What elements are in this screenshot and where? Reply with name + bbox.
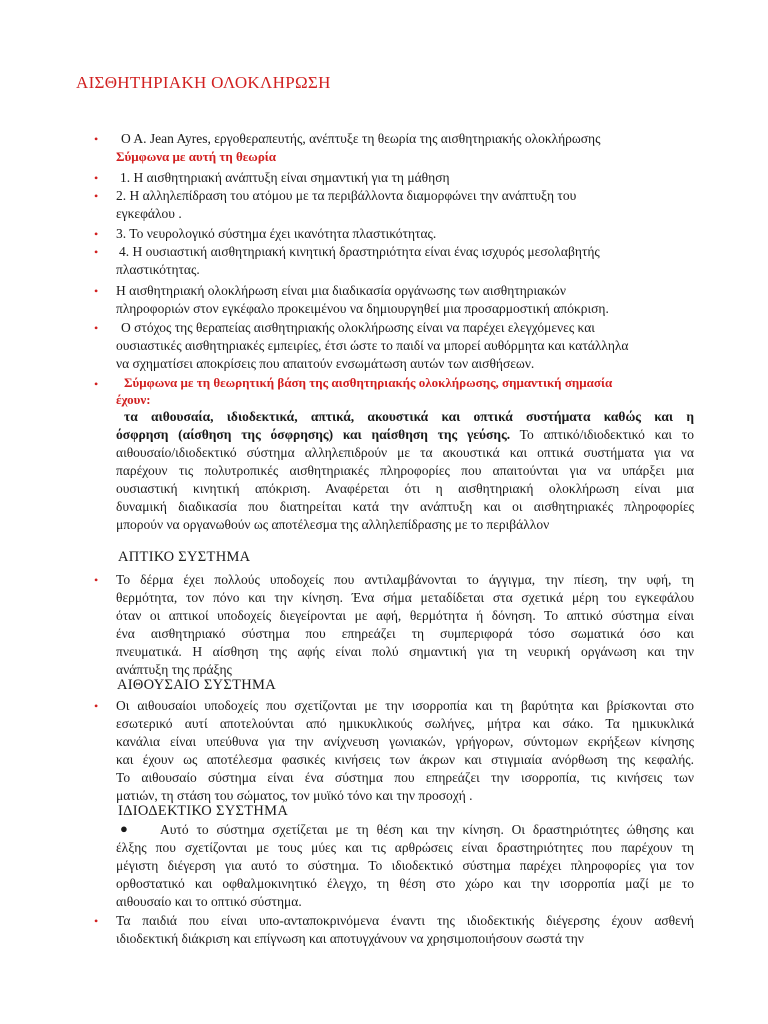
bullet-icon: • [94, 377, 99, 391]
theory-body-line-3: ουσιαστική κινητική απόκριση. Αναφέρεται ότι η αισθητηριακή ολοκλήρωση είναι μια [116, 481, 694, 496]
bullet-icon: • [94, 573, 99, 587]
integration-line-2: πληροφοριών στον εγκέφαλο προκειμένου να δημιουργηθεί μια προσαρμοστική απόκριση. [116, 301, 609, 316]
bullet-icon: • [94, 914, 99, 928]
integration-line-1: Η αισθητηριακή ολοκλήρωση είναι μια διαδικασία οργάνωσης των αισθητηριακών [116, 283, 566, 298]
point-2-line-2: εγκεφάλου . [116, 206, 182, 221]
therapy-line-2: ουσιαστικές αισθητηριακές εμπειρίες, έτσι ώστε το παιδί να μπορεί αυθόρμητα και κατάλληλα [116, 338, 629, 353]
smell-taste-rest: Το απτικό/ιδιοδεκτικό και το [510, 427, 694, 442]
haptic-line-3: όταν οι απτικοί υποδοχείς διεγείρονται με αφή, θερμότητα ή δόνηση. Το απτικό σύστημα είναι [116, 608, 694, 623]
bullet-icon: ● [120, 821, 128, 836]
theory-body-line-5: μπορούν να οργανωθούν ως αποτέλεσμα της αλληλεπίδρασης με το περιβάλλον [116, 517, 550, 532]
bullet-icon: • [94, 132, 99, 146]
proprio-line-4: ορθοστατικό και οφθαλμοκινητικό έλεγχο, τη θέση στο χώρο και την ισορροπία μαζί με το [116, 876, 694, 891]
therapy-line-1: Ο στόχος της θεραπείας αισθητηριακής ολοκλήρωσης είναι να παρέχει ελεγχόμενες και [121, 320, 595, 335]
theory-red-line-1: Σύμφωνα με τη θεωρητική βάση της αισθητηριακής ολοκλήρωσης, σημαντική σημασία [124, 375, 613, 390]
bullet-icon: • [94, 189, 99, 203]
vestibular-line-6: ματιών, τη στάση του σώματος, τον μυϊκό τόνο και την προσοχή . [116, 788, 473, 803]
intro-line: Ο Α. Jean Ayres, εργοθεραπευτής, ανέπτυξε τη θεωρία της αισθητηριακής ολοκλήρωσης [121, 131, 601, 146]
haptic-heading: ΑΠΤΙΚΟ ΣΥΣΤΗΜΑ [118, 549, 251, 565]
systems-bold-text: τα αιθουσαία, ιδιοδεκτικά, απτικά, ακουστικά και οπτικά συστήματα καθώς και η [124, 409, 694, 424]
haptic-line-5: πνευματικά. Η αίσθηση της αφής είναι πολύ σημαντική για τη νευρική οργάνωση και την [116, 644, 694, 659]
theory-body-line-2: παρέχουν τις πολυτροπικές αισθητηριακές πληροφορίες που απαιτούνται για να υπάρξει μια [116, 463, 694, 478]
theory-subtitle: Σύμφωνα με αυτή τη θεωρία [116, 149, 277, 164]
point-3: 3. Το νευρολογικό σύστημα έχει ικανότητα πλαστικότητας. [116, 226, 437, 241]
theory-red-line-2: έχουν: [116, 392, 151, 407]
bullet-icon: • [94, 284, 99, 298]
point-2-line-1: 2. Η αλληλεπίδραση του ατόμου με τα περιβάλλοντα διαμορφώνει την ανάπτυξη του [116, 188, 577, 203]
vestibular-line-3: κανάλια είναι υπεύθυνα για την ανίχνευση γωνιακών, γρήγορων, σύντομων εκρήξεων κίνησης [116, 734, 694, 749]
proprio-heading: ΙΔΙΟΔΕΚΤΙΚΟ ΣΥΣΤΗΜΑ [118, 803, 289, 819]
vestibular-line-2: εσωτερικό αυτί αποτελούνται από ημικυκλικούς σωλήνες, μήτρα και σάκο. Τα ημικυκλικά [116, 716, 694, 731]
smell-taste-line [116, 426, 694, 444]
vestibular-body [116, 697, 694, 805]
therapy-line-3: να σχηματίσει αποκρίσεις που απαιτούν ενσωμάτωση αυτών των αισθήσεων. [116, 356, 535, 371]
bullet-icon: • [94, 245, 99, 259]
haptic-line-4: ένα αισθητηριακό σύστημα που επηρεάζει τη συμπεριφορά τόσο σωματικά όσο και [116, 626, 694, 641]
bullet-icon: • [94, 699, 99, 713]
bullet-icon: • [94, 321, 99, 335]
vestibular-line-4: και έχουν ως αποτέλεσμα φασικές κινήσεις των άκρων και στιγμιαία ανόρθωση της κεφαλής. [116, 752, 694, 767]
vestibular-heading: ΑΙΘΟΥΣΑΙΟ ΣΥΣΤΗΜΑ [117, 677, 276, 693]
proprio-line-5: αιθουσαίο και το οπτικό σύστημα. [116, 894, 302, 909]
vestibular-line-5: Το αιθουσαίο σύστημα είναι ένα σύστημα που επηρεάζει την ισορροπία, τις κινήσεις των [116, 770, 694, 785]
vestibular-line-1: Οι αιθουσαίοι υποδοχείς που σχετίζονται με την ισορροπία και τη βαρύτητα και βρίσκονται στο [116, 698, 694, 713]
proprio-line-2: έλξης που σχετίζονται με τους μύες και τις αρθρώσεις είναι δραστηριότητες που παρέχουν τη [116, 840, 694, 855]
proprio-first [160, 821, 694, 839]
haptic-line-2: θερμότητα, τον πόνο και την κίνηση. Ένα σήμα μεταδίδεται στα σχετικά μέρη του εγκεφάλου [116, 590, 694, 605]
proprio-line-3: μέγιστη διέγερση για αυτό το σύστημα. Το ιδιοδεκτικό σύστημα παρέχει πληροφορίες για τον [116, 858, 694, 873]
theory-body-line-1: αιθουσαίο/ιδιοδεκτικό σύστημα αλληλεπιδρούν με τα ακουστικά και οπτικά συστήματα για να [116, 445, 694, 460]
last-body [116, 912, 694, 948]
proprio-line-1: Αυτό το σύστημα σχετίζεται με τη θέση και την κίνηση. Οι δραστηριότητες ώθησης και [160, 822, 694, 837]
haptic-body [116, 571, 694, 679]
bullet-icon: • [94, 171, 99, 185]
proprio-body [116, 839, 694, 911]
last-line-1: Τα παιδιά που είναι υπο-ανταποκρινόμενα έναντι της ιδιοδεκτικής διέγερσης έχουν ασθενή [116, 913, 694, 928]
smell-taste-bold: όσφρηση (αίσθηση της όσφρησης) και ηαίσθηση της γεύσης. [116, 427, 511, 442]
smell-taste-text [116, 426, 694, 444]
point-1: 1. Η αισθητηριακή ανάπτυξη είναι σημαντική για τη μάθηση [120, 170, 450, 185]
theory-body-line-4: δυναμική διαδικασία που διατηρείται κατά την ανάπτυξη και οι αισθητηριακές πληροφορίες [116, 499, 694, 514]
page-title: ΑΙΣΘΗΤΗΡΙΑΚΗ ΟΛΟΚΛΗΡΩΣΗ [76, 73, 331, 92]
haptic-line-6: ανάπτυξη της πράξης [116, 662, 232, 677]
point-4-line-2: πλαστικότητας. [116, 262, 200, 277]
point-4-line-1: 4. Η ουσιαστική αισθητηριακή κινητική δραστηριότητα είναι ένας ισχυρός μεσολαβητής [119, 244, 600, 259]
systems-bold-line [124, 408, 694, 426]
bullet-icon: • [94, 227, 99, 241]
haptic-line-1: Το δέρμα έχει πολλούς υποδοχείς που αντιλαμβάνονται το άγγιγμα, την πίεση, την υφή, τη [116, 572, 694, 587]
theory-body [116, 444, 694, 534]
last-line-2: ιδιοδεκτική διάκριση και επίγνωση και αποτυγχάνουν να χρησιμοποιήσουν σωστά την [116, 931, 584, 946]
